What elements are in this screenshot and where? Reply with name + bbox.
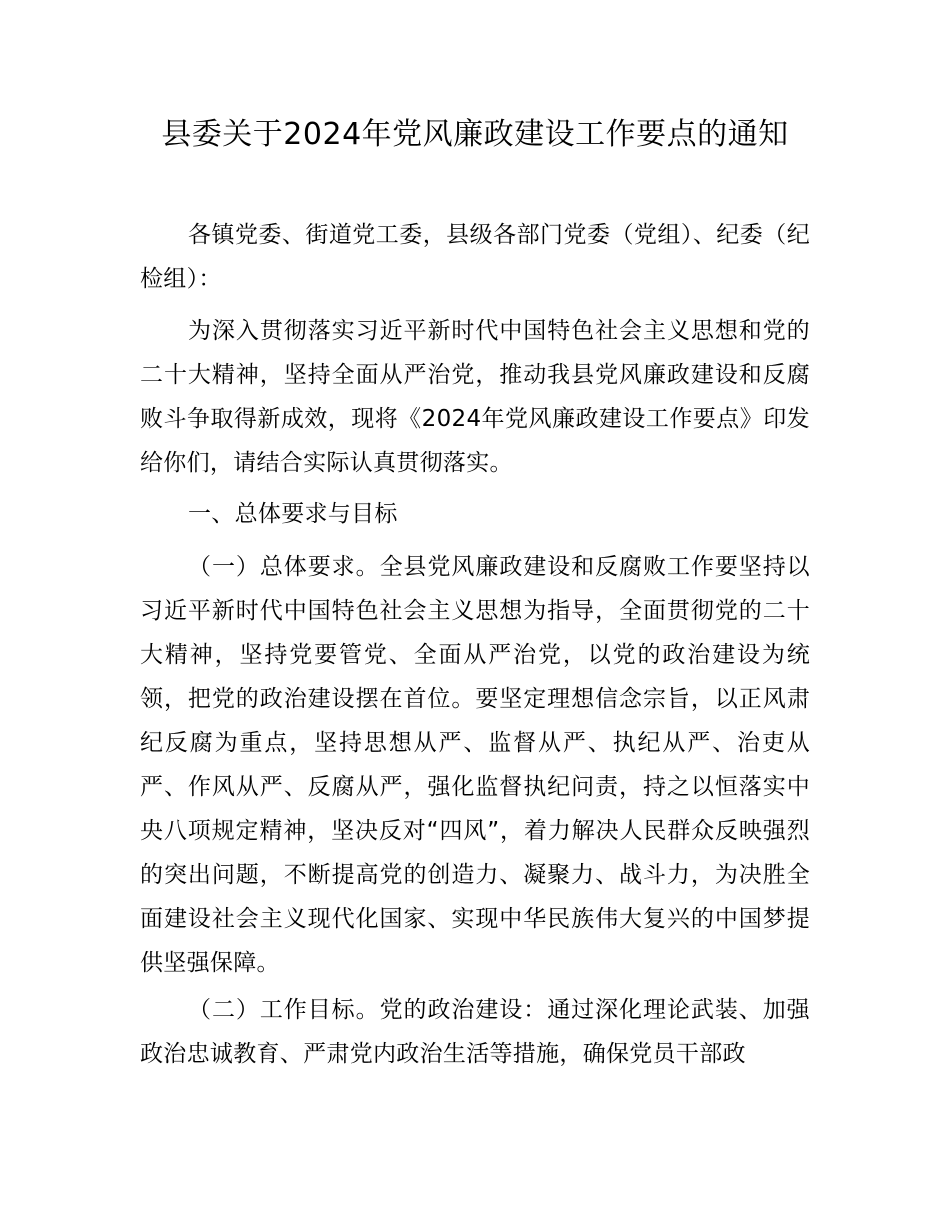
document-title: 县委关于2024年党风廉政建设工作要点的通知 (161, 117, 789, 152)
work-goals-paragraph: （二）工作目标。党的政治建设：通过深化理论武装、加强政治忠诚教育、严肃党内政治生活等措施，确保党员干部政 (140, 997, 810, 1067)
salutation-paragraph: 各镇党委、街道党工委，县级各部门党委（党组）、纪委（纪检组）： (140, 222, 810, 292)
general-requirements-paragraph: （一）总体要求。全县党风廉政建设和反腐败工作要坚持以习近平新时代中国特色社会主义思想为指导，全面贯彻党的二十大精神，坚持党要管党、全面从严治党，以党的政治建设为统领，把党的政治建设摆在首位。要坚定理想信念宗旨，以正风肃纪反腐为重点，坚持思想从严、监督从严、执纪从严、治吏从严、作风从严、反腐从严，强化监督执纪问责，持之以恒落实中央八项规定精神，坚决反对“四风”，着力解决人民群众反映强烈的突出问题，不断提高党的创造力、凝聚力、战斗力，为决胜全面建设社会主义现代化国家、实现中华民族伟大复兴的中国梦提供坚强保障。 (140, 554, 810, 976)
section-heading: 一、总体要求与目标 (188, 501, 398, 527)
intro-paragraph: 为深入贯彻落实习近平新时代中国特色社会主义思想和党的二十大精神，坚持全面从严治党，推动我县党风廉政建设和反腐败斗争取得新成效，现将《2024年党风廉政建设工作要点》印发给你们，请结合实际认真贯彻落实。 (140, 318, 810, 476)
